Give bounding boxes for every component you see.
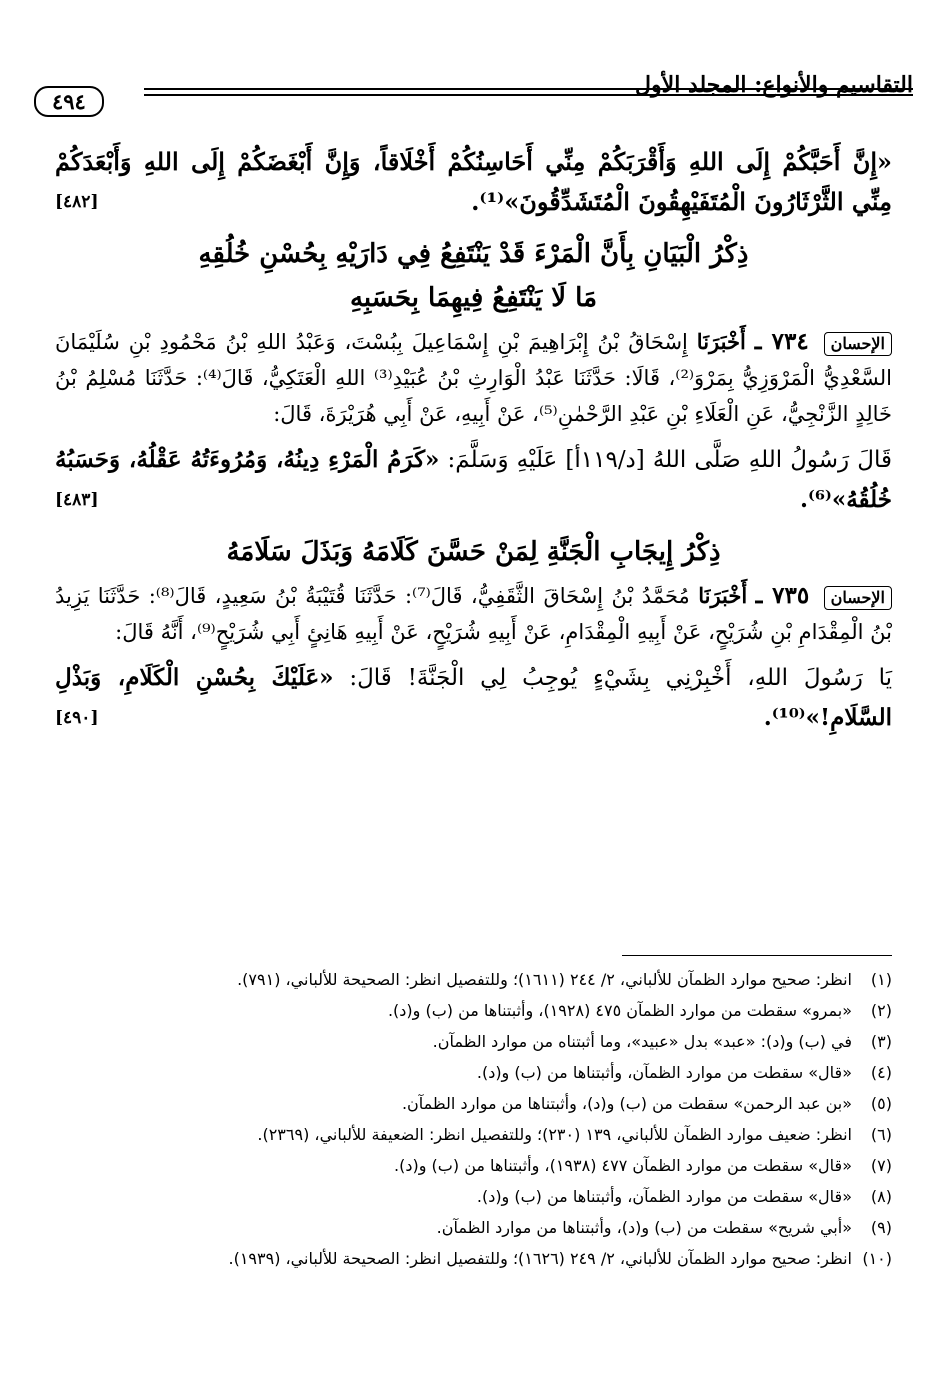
main-text <box>55 142 892 746</box>
footnote <box>55 964 892 995</box>
footnote-number: (١٠) <box>862 1249 892 1268</box>
running-title: التقاسيم والأنواع: المجلد الأول <box>635 72 913 98</box>
footnote-number: (٩) <box>870 1218 892 1237</box>
section-heading-2 <box>55 530 892 574</box>
footnote-number: (٦) <box>870 1125 892 1144</box>
hadith-735-number: ٧٣٥ ـ <box>755 582 810 609</box>
hadith-734-number: ٧٣٤ ـ <box>754 328 809 355</box>
page-number: ٤٩٤ <box>34 86 104 117</box>
footnote-text: انظر: صحيح موارد الظمآن للألباني، ٢/ ٢٤٤ (١٦١١)؛ وللتفصيل انظر: الصحيحة للألباني، (٧٩١). <box>237 970 852 989</box>
hadith-734-ref: [٤٨٣] <box>55 490 99 510</box>
hadith-735-matn <box>55 658 892 738</box>
footnote-text: في (ب) و(د): «عبد» بدل «عبيد»، وما أثبتناه من موارد الظمآن. <box>432 1032 852 1051</box>
opening-hadith <box>55 142 892 222</box>
header-rule <box>144 88 913 90</box>
hadith-734-matn-intro: قَالَ رَسُولُ اللهِ صَلَّى اللهُ [د/١١٩أ] عَلَيْهِ وَسَلَّمَ: <box>447 447 892 473</box>
footnote <box>55 1150 892 1181</box>
ihsan-badge-icon: الإحسان <box>824 586 892 610</box>
footnotes <box>55 955 892 1274</box>
hadith-734-isnad <box>55 324 892 432</box>
footnote-text: انظر: صحيح موارد الظمآن للألباني، ٢/ ٢٤٩ (١٦٢٦)؛ وللتفصيل انظر: الصحيحة للألباني، (١٩٣٩). <box>228 1249 852 1268</box>
footnote-number: (٢) <box>870 1001 892 1020</box>
hadith-734-akhbarana: أَخْبَرَنَا <box>696 329 746 354</box>
hadith-734-matn <box>55 440 892 520</box>
footnote-number: (٨) <box>870 1187 892 1206</box>
header-rule-2 <box>144 94 913 96</box>
hadith-735-isnad <box>55 578 892 650</box>
hadith-735-matn-text: «عَلَيْكَ بِحُسْنِ الْكَلَامِ، وَبَذْلِ السَّلَامِ!»⁽¹⁰⁾. <box>55 664 892 731</box>
heading-1-line-2: مَا لَا يَنْتَفِعُ فِيهِمَا بِحَسَبِهِ <box>349 283 597 313</box>
hadith-734-isnad-text: إِسْحَاقُ بْنُ إِبْرَاهِيمَ بْنِ إِسْمَاعِيلَ بِبُسْتَ، وَعَبْدُ اللهِ بْنُ مَحْمُودِ بْنِ سُلَيْمَانَ السَّعْدِيُّ الْمَرْوَزِيُّ بِمَرْوَ⁽²⁾، قَالَا: حَدَّثَنَا عَبْدُ الْوَارِثِ بْنُ عُبَيْدِ⁽³⁾ اللهِ الْعَتَكِيُّ، قَالَ⁽⁴⁾: حَدَّثَنَا مُسْلِمُ بْنُ خَالِدٍ الزَّنْجِيُّ، عَنِ الْعَلَاءِ بْنِ عَبْدِ الرَّحْمٰنِ⁽⁵⁾، عَنْ أَبِيهِ، عَنْ أَبِي هُرَيْرَةَ، قَالَ: <box>55 330 892 426</box>
page-header <box>34 68 913 114</box>
footnote-number: (٧) <box>870 1156 892 1175</box>
opening-ref: [٤٨٢] <box>55 192 99 212</box>
heading-1-line-1: ذِكْرُ الْبَيَانِ بِأَنَّ الْمَرْءَ قَدْ يَنْتَفِعُ فِي دَارَيْهِ بِحُسْنِ خُلُقِهِ <box>198 239 749 269</box>
footnote-text: «قال» سقطت من موارد الظمآن ٤٧٧ (١٩٣٨)، وأثبتناها من (ب) و(د). <box>394 1156 852 1175</box>
footnote-number: (٥) <box>870 1094 892 1113</box>
footnote <box>55 1243 892 1274</box>
section-heading-1 <box>55 232 892 320</box>
hadith-735-akhbarana: أَخْبَرَنَا <box>698 583 748 608</box>
heading-2-line: ذِكْرُ إِيجَابِ الْجَنَّةِ لِمَنْ حَسَّنَ كَلَامَهُ وَبَذَلَ سَلَامَهُ <box>226 537 721 567</box>
footnote-divider <box>622 955 892 956</box>
footnote-text: «قال» سقطت من موارد الظمآن، وأثبتناها من (ب) و(د). <box>476 1063 852 1082</box>
footnote-text: «بن عبد الرحمن» سقطت من (ب) و(د)، وأثبتناها من موارد الظمآن. <box>401 1094 852 1113</box>
footnote-text: «بمرو» سقطت من موارد الظمآن ٤٧٥ (١٩٢٨)، وأثبتناها من (ب) و(د). <box>387 1001 852 1020</box>
footnote-number: (٣) <box>870 1032 892 1051</box>
hadith-734-matn-text: «كَرَمُ الْمَرْءِ دِينُهُ، وَمُرُوءَتُهُ عَقْلُهُ، وَحَسَبُهُ خُلُقُهُ»⁽⁶⁾. <box>55 446 892 513</box>
footnote-text: «قال» سقطت من موارد الظمآن، وأثبتناها من (ب) و(د). <box>476 1187 852 1206</box>
footnote-number: (٤) <box>870 1063 892 1082</box>
footnote <box>55 1212 892 1243</box>
ihsan-badge-icon: الإحسان <box>824 332 892 356</box>
footnote-text: «أبي شريح» سقطت من (ب) و(د)، وأثبتناها من موارد الظمآن. <box>436 1218 852 1237</box>
hadith-735-ref: [٤٩٠] <box>55 708 99 728</box>
footnote <box>55 1026 892 1057</box>
footnote <box>55 1181 892 1212</box>
footnote-text: انظر: ضعيف موارد الظمآن للألباني، ١٣٩ (٢٣٠)؛ وللتفصيل انظر: الضعيفة للألباني، (٢٣٦٩). <box>257 1125 852 1144</box>
footnote <box>55 1119 892 1150</box>
hadith-735-isnad-text: مُحَمَّدُ بْنُ إِسْحَاقَ الثَّقَفِيُّ، قَالَ⁽⁷⁾: حَدَّثَنَا قُتَيْبَةُ بْنُ سَعِيدٍ، قَالَ⁽⁸⁾: حَدَّثَنَا يَزِيدُ بْنُ الْمِقْدَامِ بْنِ شُرَيْحٍ، عَنْ أَبِيهِ الْمِقْدَامِ، عَنْ أَبِيهِ شُرَيْحٍ، عَنْ أَبِيهِ هَانِئٍ أَبِي شُرَيْحٍ⁽⁹⁾، أَنَّهُ قَالَ: <box>55 584 892 644</box>
hadith-735-matn-intro: يَا رَسُولَ اللهِ، أَخْبِرْنِي بِشَيْءٍ يُوجِبُ لِي الْجَنَّةَ! قَالَ: <box>349 665 892 691</box>
footnote <box>55 1088 892 1119</box>
footnote <box>55 1057 892 1088</box>
opening-hadith-text: «إِنَّ أَحَبَّكُمْ إِلَى اللهِ وَأَقْرَبَكُمْ مِنِّي أَحَاسِنُكُمْ أَخْلَاقاً، وَإِنَّ أَبْغَضَكُمْ إِلَى اللهِ وَأَبْعَدَكُمْ مِنِّي الثَّرْثَارُونَ الْمُتَفَيْهِقُونَ الْمُتَشَدِّقُونَ»⁽¹⁾. <box>55 147 892 216</box>
footnote-number: (١) <box>870 970 892 989</box>
footnote <box>55 995 892 1026</box>
